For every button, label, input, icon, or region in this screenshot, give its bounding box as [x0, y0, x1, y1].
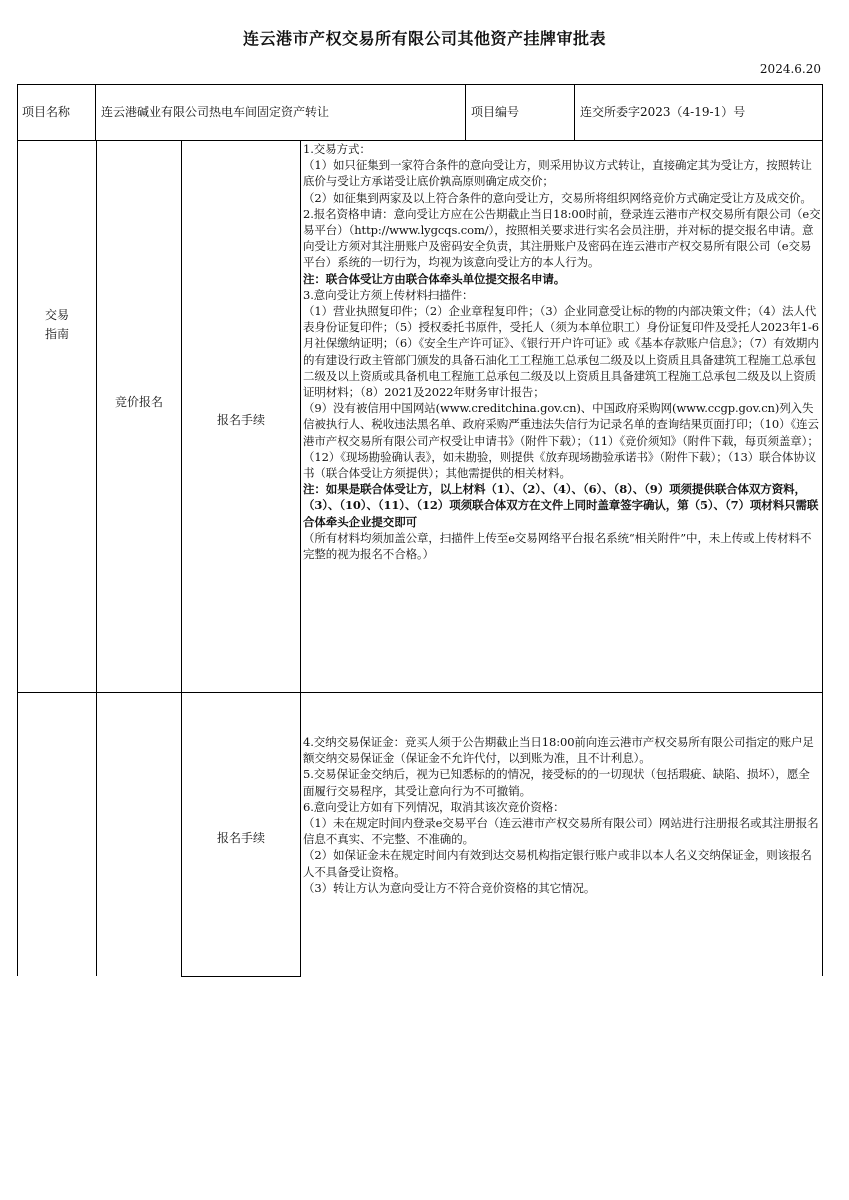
- trade-guide-label: [18, 306, 96, 344]
- content-paragraph: （2）如征集到两家及以上符合条件的意向受让方，交易所将组织网络竞价方式确定受让方及成交价。: [303, 190, 812, 205]
- registration-procedure-label-1: 报名手续: [216, 413, 265, 427]
- content-paragraph: 3.意向受让方须上传材料扫描件：: [303, 287, 474, 302]
- project-name-value: 连云港碱业有限公司热电车间固定资产转让: [101, 105, 330, 119]
- content-paragraph: （所有材料均须加盖公章，扫描件上传至e交易网络平台报名系统“相关附件”中，未上传或上传材料不完整的视为报名不合格。）: [303, 530, 812, 562]
- content-paragraph: （1）如只征集到一家符合条件的意向受让方，则采用协议方式转让，直接确定其为受让方，按照转让底价与受让方承诺受让底价孰高原则确定成交价；: [303, 158, 812, 189]
- content-paragraph: （2）如保证金未在规定时间内有效到达交易机构指定银行账户或非以本人名义交纳保证金，则该报名人不具备受让资格。: [303, 848, 812, 879]
- content-paragraph: 6.意向受让方如有下列情况，取消其该次竞价资格：: [303, 799, 565, 814]
- project-name-label: 项目名称: [22, 105, 71, 119]
- content-paragraph: （1）未在规定时间内登录e交易平台（连云港市产权交易所有限公司）网站进行注册报名或其注册报名信息不真实、不完整、不准确的。: [303, 816, 819, 847]
- content-note: 注：如果是联合体受让方，以上材料（1）、（2）、（4）、（6）、（8）、（9）项须提供联合体双方资料，（3）、（10）、（11）、（12）项须联合体双方在文件上同时盖章签字确认，第（5）、（7）项材料只需联合体牵头企业提交即可: [303, 482, 819, 529]
- procedure-content-1: [303, 141, 821, 562]
- content-paragraph: 5.交易保证金交纳后，视为已知悉标的的情况，接受标的的一切现状（包括瑕疵、缺陷、损坏），愿全面履行交易程序，其受让意向行为不可撤销。: [303, 767, 810, 798]
- content-paragraph: 1.交易方式：: [303, 142, 371, 156]
- project-no-value: 连交所委字2023（4-19-1）号: [580, 105, 746, 119]
- content-paragraph: 4.交纳交易保证金：竞买人须于公告期截止当日18:00前向连云港市产权交易所有限公司指定的账户足额交纳交易保证金（保证金不允许代付，以到账为准，且不计利息）。: [303, 735, 814, 766]
- content-paragraph: 2.报名资格申请：意向受让方应在公告期截止当日18:00时前，登录连云港市产权交易所有限公司（e交易平台）（http://www.lygcqs.com/），按照相关要求进行实名会员注册，并对标的提交报名申请。意向受让方须对其注册账户及密码安全负责，其注册账户及密码在连云港市产权交易所有限公司（e交易平台）系统的一切行为，均视为该意向受让方的本人行为。: [303, 206, 821, 270]
- trade-guide-label-line1: 交易: [44, 308, 69, 322]
- trade-guide-label-line2: 指南: [44, 327, 69, 341]
- document-title: 连云港市产权交易所有限公司其他资产挂牌审批表: [242, 29, 606, 48]
- content-paragraph: （1）营业执照复印件；（2）企业章程复印件；（3）企业同意受让标的物的内部决策文件；（4）法人代表身份证复印件；（5）授权委托书原件，受托人（须为本单位职工）身份证复印件及受托人2023年1-6月社保缴纳证明；（6）《安全生产许可证》、《银行开户许可证》或《基本存款账户信息》；（7）有效期内的有建设行政主管部门颁发的具备石油化工工程施工总承包二级及以上资质且具备建筑工程施工总承包二级及以上资质或具备机电工程施工总承包二级及以上资质且具备建筑工程施工总承包二级及以上资质证明材料；（8）2021及2022年财务审计报告；: [303, 304, 819, 400]
- project-no-label: 项目编号: [471, 105, 520, 119]
- document-date: 2024.6.20: [759, 62, 821, 76]
- bid-registration-label: 竞价报名: [114, 395, 163, 409]
- registration-procedure-label-2: 报名手续: [216, 831, 265, 845]
- content-paragraph: （9）没有被信用中国网站(www.creditchina.gov.cn)、中国政府采购网(www.ccgp.gov.cn)列入失信被执行人、税收违法黑名单、政府采购严重违法失信行为记录名单的查询结果页面打印；（10）《连云港市产权交易所有限公司产权受让申请书》（附件下载）；（11）《竞价须知》（附件下载，每页须盖章）；（12）《现场勘验确认表》，如未勘验，则提供《放弃现场勘验承诺书》（附件下载）；（13）联合体协议书（联合体受让方须提供）；其他需提供的相关材料。: [303, 401, 819, 481]
- content-paragraph: （3）转让方认为意向受让方不符合竞价资格的其它情况。: [303, 880, 596, 895]
- procedure-content-2: [303, 734, 821, 896]
- content-note: 注：联合体受让方由联合体牵头单位提交报名申请。: [303, 271, 566, 286]
